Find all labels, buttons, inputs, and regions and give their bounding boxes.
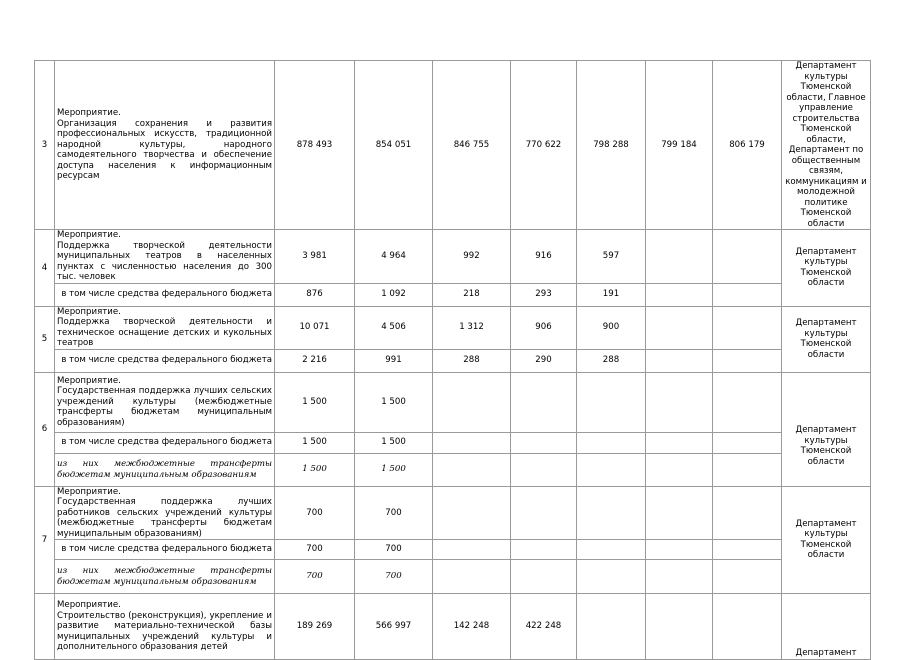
subrow-value: 293 <box>511 283 577 306</box>
value-cell: 597 <box>577 230 646 284</box>
value-cell: 1 312 <box>433 306 511 349</box>
value-cell <box>577 594 646 660</box>
responsible-text: Департамент <box>795 648 857 658</box>
transfer-value <box>577 560 646 594</box>
transfer-value <box>646 453 713 486</box>
subrow-value <box>713 349 782 372</box>
row-number: 4 <box>35 230 55 307</box>
activity-label: Мероприятие. <box>57 600 121 610</box>
value-cell <box>713 486 782 540</box>
subrow-value <box>577 432 646 453</box>
subrow-value <box>646 283 713 306</box>
subrow-value: 288 <box>577 349 646 372</box>
value-cell <box>713 306 782 349</box>
value-cell: 700 <box>355 486 433 540</box>
value-cell <box>646 306 713 349</box>
table-row <box>35 230 871 284</box>
value-cell <box>433 486 511 540</box>
subrow-label: в том числе средства федерального бюджета <box>55 283 275 306</box>
activity-cell <box>55 306 275 349</box>
value-cell <box>511 486 577 540</box>
value-cell: 142 248 <box>433 594 511 660</box>
table-row <box>35 486 871 540</box>
value-cell <box>713 372 782 432</box>
responsible-cell: Департамент культуры Тюменской области <box>782 230 871 307</box>
subrow-value <box>646 540 713 560</box>
value-cell <box>713 594 782 660</box>
subrow-value: 700 <box>355 540 433 560</box>
responsible-text: Департамент культуры Тюменской области <box>795 425 857 467</box>
activity-text: Поддержка творческой деятельности и техническое оснащение детских и кукольных театров <box>57 317 272 348</box>
value-cell: 798 288 <box>577 61 646 230</box>
activity-cell <box>55 486 275 540</box>
subrow-value: 290 <box>511 349 577 372</box>
transfer-value <box>433 560 511 594</box>
table-subrow <box>35 560 871 594</box>
subrow-value: 700 <box>275 540 355 560</box>
row-number: 6 <box>35 372 55 486</box>
subrow-value <box>433 432 511 453</box>
row-number <box>35 594 55 660</box>
transfer-value <box>577 453 646 486</box>
table-subrow <box>35 540 871 560</box>
table-subrow <box>35 453 871 486</box>
value-cell: 4 506 <box>355 306 433 349</box>
activity-label: Мероприятие. <box>57 108 121 119</box>
activity-label: Мероприятие. <box>57 230 121 240</box>
transfer-value <box>713 453 782 486</box>
value-cell: 189 269 <box>275 594 355 660</box>
value-cell: 906 <box>511 306 577 349</box>
transfer-value <box>433 453 511 486</box>
subrow-value <box>713 540 782 560</box>
subrow-value: 2 216 <box>275 349 355 372</box>
table-subrow <box>35 283 871 306</box>
value-cell: 806 179 <box>713 61 782 230</box>
value-cell: 700 <box>275 486 355 540</box>
table-row <box>35 306 871 349</box>
subrow-value: 1 092 <box>355 283 433 306</box>
transfer-value: 1 500 <box>355 453 433 486</box>
value-cell: 3 981 <box>275 230 355 284</box>
subrow-value <box>713 283 782 306</box>
transfer-value <box>511 560 577 594</box>
transfer-value: 1 500 <box>275 453 355 486</box>
value-cell <box>577 486 646 540</box>
transfer-label: из них межбюджетные трансферты бюджетам муниципальным образованиям <box>55 560 275 594</box>
responsible-cell <box>782 594 871 660</box>
subrow-value: 288 <box>433 349 511 372</box>
value-cell: 799 184 <box>646 61 713 230</box>
row-number: 5 <box>35 306 55 372</box>
responsible-cell: Департамент культуры Тюменской области <box>782 306 871 372</box>
table-row <box>35 594 871 660</box>
activity-text: Организация сохранения и развития профессиональных искусств, традиционной народной культуры, народного самодеятельного творчества и обеспечение доступа населения к информационным ресурсам <box>57 118 272 182</box>
subrow-label: в том числе средства федерального бюджета <box>55 432 275 453</box>
table-subrow <box>35 349 871 372</box>
value-cell: 846 755 <box>433 61 511 230</box>
value-cell <box>646 486 713 540</box>
activity-cell <box>55 230 275 284</box>
activity-text: Поддержка творческой деятельности муниципальных театров в населенных пунктах с численностью населения до 300 тыс. человек <box>57 240 272 282</box>
transfer-value <box>713 560 782 594</box>
subrow-value: 1 500 <box>275 432 355 453</box>
value-cell: 4 964 <box>355 230 433 284</box>
value-cell: 1 500 <box>275 372 355 432</box>
responsible-cell <box>782 372 871 486</box>
subrow-label: в том числе средства федерального бюджета <box>55 349 275 372</box>
responsible-cell: Департамент культуры Тюменской области <box>782 486 871 594</box>
transfer-value: 700 <box>275 560 355 594</box>
value-cell: 10 071 <box>275 306 355 349</box>
value-cell <box>433 372 511 432</box>
value-cell <box>646 372 713 432</box>
responsible-cell: Департамент культуры Тюменской области, Главное управление строительства Тюменской области, Департамент по общественным связям, коммуникациям и молодежной политике Тюменской области <box>782 61 871 230</box>
transfer-value <box>646 560 713 594</box>
subrow-value <box>433 540 511 560</box>
subrow-value <box>511 540 577 560</box>
subrow-value <box>577 540 646 560</box>
value-cell: 854 051 <box>355 61 433 230</box>
activity-cell <box>55 594 275 660</box>
subrow-value <box>646 349 713 372</box>
value-cell: 770 622 <box>511 61 577 230</box>
value-cell <box>511 372 577 432</box>
value-cell: 1 500 <box>355 372 433 432</box>
subrow-value <box>511 432 577 453</box>
value-cell: 422 248 <box>511 594 577 660</box>
value-cell: 878 493 <box>275 61 355 230</box>
activity-label: Мероприятие. <box>57 375 121 386</box>
row-number: 7 <box>35 486 55 594</box>
table-row <box>35 61 871 230</box>
activity-text: Государственная поддержка лучших сельских учреждений культуры (межбюджетные трансферты бюджетам муниципальным образованиям) <box>57 386 272 428</box>
subrow-value: 876 <box>275 283 355 306</box>
budget-table <box>34 60 871 660</box>
activity-label: Мероприятие. <box>57 486 121 497</box>
value-cell <box>577 372 646 432</box>
value-cell: 916 <box>511 230 577 284</box>
activity-label: Мероприятие. <box>57 306 121 317</box>
activity-cell <box>55 372 275 432</box>
subrow-value: 1 500 <box>355 432 433 453</box>
subrow-value: 218 <box>433 283 511 306</box>
activity-text: Строительство (реконструкция), укрепление и развитие материально-технической базы муниципальных учреждений культуры и дополнительного образования детей <box>57 610 272 652</box>
value-cell <box>713 230 782 284</box>
activity-cell <box>55 61 275 230</box>
value-cell: 992 <box>433 230 511 284</box>
value-cell: 900 <box>577 306 646 349</box>
subrow-value: 191 <box>577 283 646 306</box>
subrow-value <box>713 432 782 453</box>
subrow-label: в том числе средства федерального бюджета <box>55 540 275 560</box>
table-row <box>35 372 871 432</box>
activity-text: Государственная поддержка лучших работников сельских учреждений культуры (межбюджетные трансферты бюджетам муниципальным образованиям) <box>57 497 272 539</box>
transfer-label: из них межбюджетные трансферты бюджетам муниципальным образованиям <box>55 453 275 486</box>
value-cell: 566 997 <box>355 594 433 660</box>
transfer-value: 700 <box>355 560 433 594</box>
subrow-value: 991 <box>355 349 433 372</box>
row-number: 3 <box>35 61 55 230</box>
transfer-value <box>511 453 577 486</box>
value-cell <box>646 230 713 284</box>
value-cell <box>646 594 713 660</box>
table-subrow <box>35 432 871 453</box>
subrow-value <box>646 432 713 453</box>
